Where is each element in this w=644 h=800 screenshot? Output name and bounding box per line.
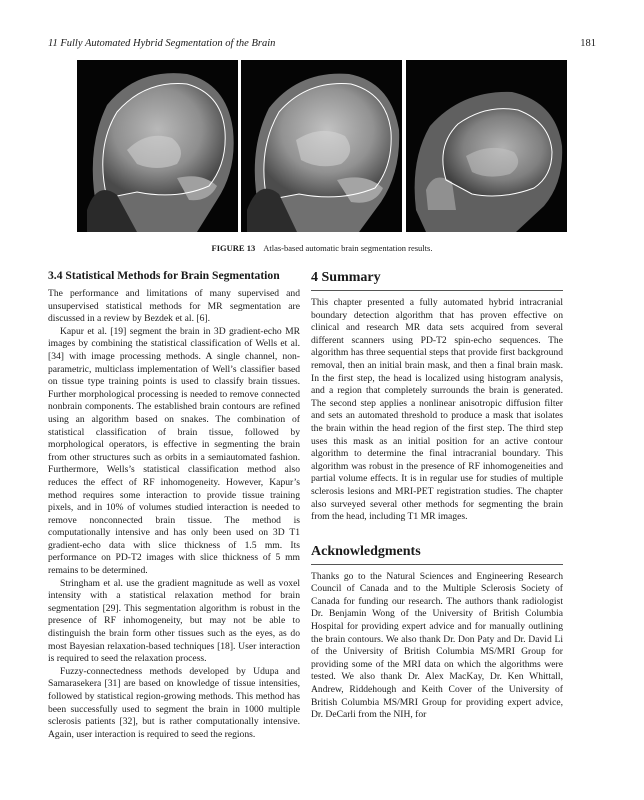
section-3-4-paragraph-3: Stringham et al. use the gradient magnitude as well as voxel intensity with a statistical relaxation method for brain segmentation [29]. This segmentation algorithm is robust in the presence of RF inhomogeneity, but may not be able to distinguish the brain form other tissues such as the eyes, as do most Bayesian relaxation-based techniques [18]. User interaction is required to seed the relaxation process. <box>48 577 300 665</box>
section-3-4-heading: 3.4 Statistical Methods for Brain Segmentation <box>48 269 280 282</box>
mri-panel-2 <box>241 60 402 232</box>
section-3-4-paragraph-4: Fuzzy-connectedness methods developed by Udupa and Samarasekera [31] are based on knowledge of tissue intensities, followed by statistical region-growing methods. This method has been successfully used to segment the brain in 1000 multiple sclerosis patients [32], but is rather computationally intensive. Again, user interaction is required to seed the regions. <box>48 665 300 740</box>
figure-caption <box>0 243 644 254</box>
figure-label: FIGURE 13 <box>211 243 256 253</box>
chapter-title: 11 Fully Automated Hybrid Segmentation of the Brain <box>48 38 276 49</box>
figure-caption-text: Atlas-based automatic brain segmentation results. <box>263 243 433 253</box>
section-3-4-paragraph-2: Kapur et al. [19] segment the brain in 3D gradient-echo MR images by combining the statistical classification of Wells et al. [34] with image processing methods. A single channel, non-parametric, multiclass implementation of Well’s classifier based on tissue type training points is used to classify brain tissues. Further morphological processing is needed to remove connected nonbrain components. The established brain contours are refined using an algorithm based on snakes. The combination of statistical classification of brain tissue, followed by morphological operators, is effective in segmenting the brain from other structures such as orbits in a semiautomated fashion. Furthermore, Wells’s statistical classification method also reduces the effect of RF inhomogeneity. However, Kapur’s method requires some interaction to provide tissue training pixels, and in 10% of volumes studied interaction is needed to remove nonconnected brain tissue. The method is computationally intensive and has only been used on 3D T1 gradient-echo data with slice thickness of 1.5 mm. Its performance on PD-T2 images with slice thickness of 5 mm remains to be determined. <box>48 325 300 577</box>
mri-sagittal-image-3 <box>406 60 567 232</box>
left-column <box>48 268 300 741</box>
mri-panel-1 <box>77 60 238 232</box>
summary-paragraph: This chapter presented a fully automated hybrid intracranial boundary detection algorithm that has proven effective on clinical and research MR data sets acquired from several different scanners using PD-T2 spin-echo sequences. The algorithm has three sequential steps that provide first background removal, then an initial brain mask, and then a final brain mask. In the first step, the head is localized using histogram analysis, and a region that completely surrounds the brain is generated. The second step applies a nonlinear anisotropic diffusion filter and sets an automated threshold to produce a mask that isolates the brain within the head region of the first step. The third step uses this mask as an initial position for an active contour algorithm to determine the final intracranial boundary. This algorithm was robust in the presence of RF inhomogeneities and partial volume effects. It is in regular use for studies of multiple sclerosis lesions and MRI-PET registration studies. The chapter also surveyed several other methods for segmenting the brain from the head, including T1 MR images. <box>311 297 563 523</box>
section-3-4-paragraph-1: The performance and limitations of many supervised and unsupervised statistical methods for MR segmentation are discussed in a review by Bezdek et al. [6]. <box>48 288 300 325</box>
acknowledgments-heading: Acknowledgments <box>311 542 563 565</box>
mri-sagittal-image-1 <box>77 60 238 232</box>
figure-13 <box>77 60 567 232</box>
summary-heading: 4 Summary <box>311 268 563 291</box>
running-head <box>48 37 596 51</box>
mri-sagittal-image-2 <box>241 60 402 232</box>
right-column <box>311 268 563 722</box>
acknowledgments-paragraph: Thanks go to the Natural Sciences and Engineering Research Council of Canada and to the Multiple Sclerosis Society of Canada for funding our research. The authors thank radiologist Dr. Benjamin Wong of the University of British Columbia Hospital for providing expert advice and for manually outlining the brain contours. We also thank Dr. Don Paty and Dr. David Li of the University of British Columbia MS/MRI Group for providing some of the MRI data on which the algorithms were tested. We also thank Dr. Alex MacKay, Dr. Ken Whittall, Andrew, Riddehough and Keith Cover of the University of British Columbia MS/MRI Group for providing expert advice, Dr. DeCarli from the NIH, for <box>311 570 563 721</box>
mri-panel-3 <box>406 60 567 232</box>
page-number: 181 <box>580 38 596 49</box>
